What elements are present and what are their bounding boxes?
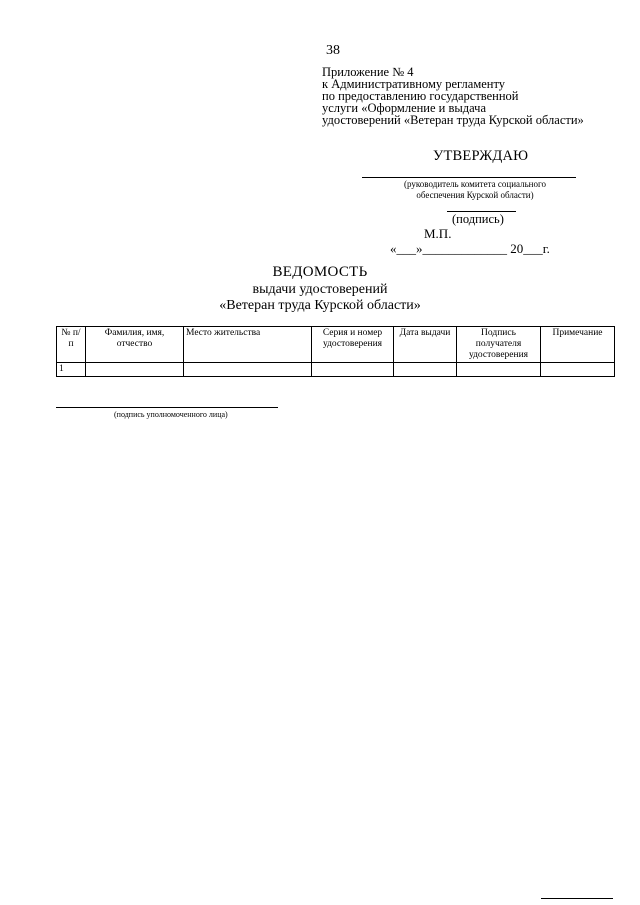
document-title: ВЕДОМОСТЬ bbox=[272, 264, 368, 280]
table-cell bbox=[184, 363, 312, 377]
document-subtitle: выдачи удостоверений bbox=[252, 282, 388, 297]
table-cell: 1 bbox=[57, 363, 86, 377]
table-cell bbox=[86, 363, 184, 377]
column-header-full-name: Фамилия, имя, отчество bbox=[86, 327, 184, 363]
table-header-row bbox=[57, 327, 615, 363]
approver-caption: (руководитель комитета социального обеспечения Курской области) bbox=[404, 179, 546, 200]
page-number: 38 bbox=[326, 43, 340, 58]
appendix-line: удостоверений «Ветеран труда Курской области» bbox=[322, 113, 584, 127]
table-cell bbox=[457, 363, 541, 377]
appendix-line: к Административному регламенту bbox=[322, 77, 506, 91]
table-cell bbox=[312, 363, 394, 377]
table-cell bbox=[394, 363, 457, 377]
column-header-certificate-number: Серия и номер удостоверения bbox=[312, 327, 394, 363]
column-header-number: № п/п bbox=[57, 327, 86, 363]
table-row bbox=[57, 363, 615, 377]
appendix-line: по предоставлению государственной bbox=[322, 89, 519, 103]
footer-rule bbox=[541, 898, 613, 899]
authorized-signature-line bbox=[56, 407, 278, 408]
appendix-note bbox=[322, 66, 584, 126]
seal-mark: М.П. bbox=[424, 226, 452, 241]
table-cell bbox=[541, 363, 615, 377]
approval-date: «___»_____________ 20___г. bbox=[390, 241, 550, 256]
column-header-residence: Место жительства bbox=[184, 327, 312, 363]
signature-caption: (подпись) bbox=[452, 212, 504, 226]
issuance-register-table bbox=[56, 326, 615, 377]
column-header-recipient-signature: Подпись получателя удостоверения bbox=[457, 327, 541, 363]
approval-heading: УТВЕРЖДАЮ bbox=[433, 148, 529, 164]
appendix-line: Приложение № 4 bbox=[322, 65, 414, 79]
authorized-signature-caption: (подпись уполномоченного лица) bbox=[114, 410, 228, 419]
appendix-line: услуги «Оформление и выдача bbox=[322, 101, 487, 115]
approver-signature-line bbox=[362, 177, 576, 178]
certificate-name: «Ветеран труда Курской области» bbox=[219, 298, 421, 313]
column-header-note: Примечание bbox=[541, 327, 615, 363]
column-header-issue-date: Дата выдачи bbox=[394, 327, 457, 363]
